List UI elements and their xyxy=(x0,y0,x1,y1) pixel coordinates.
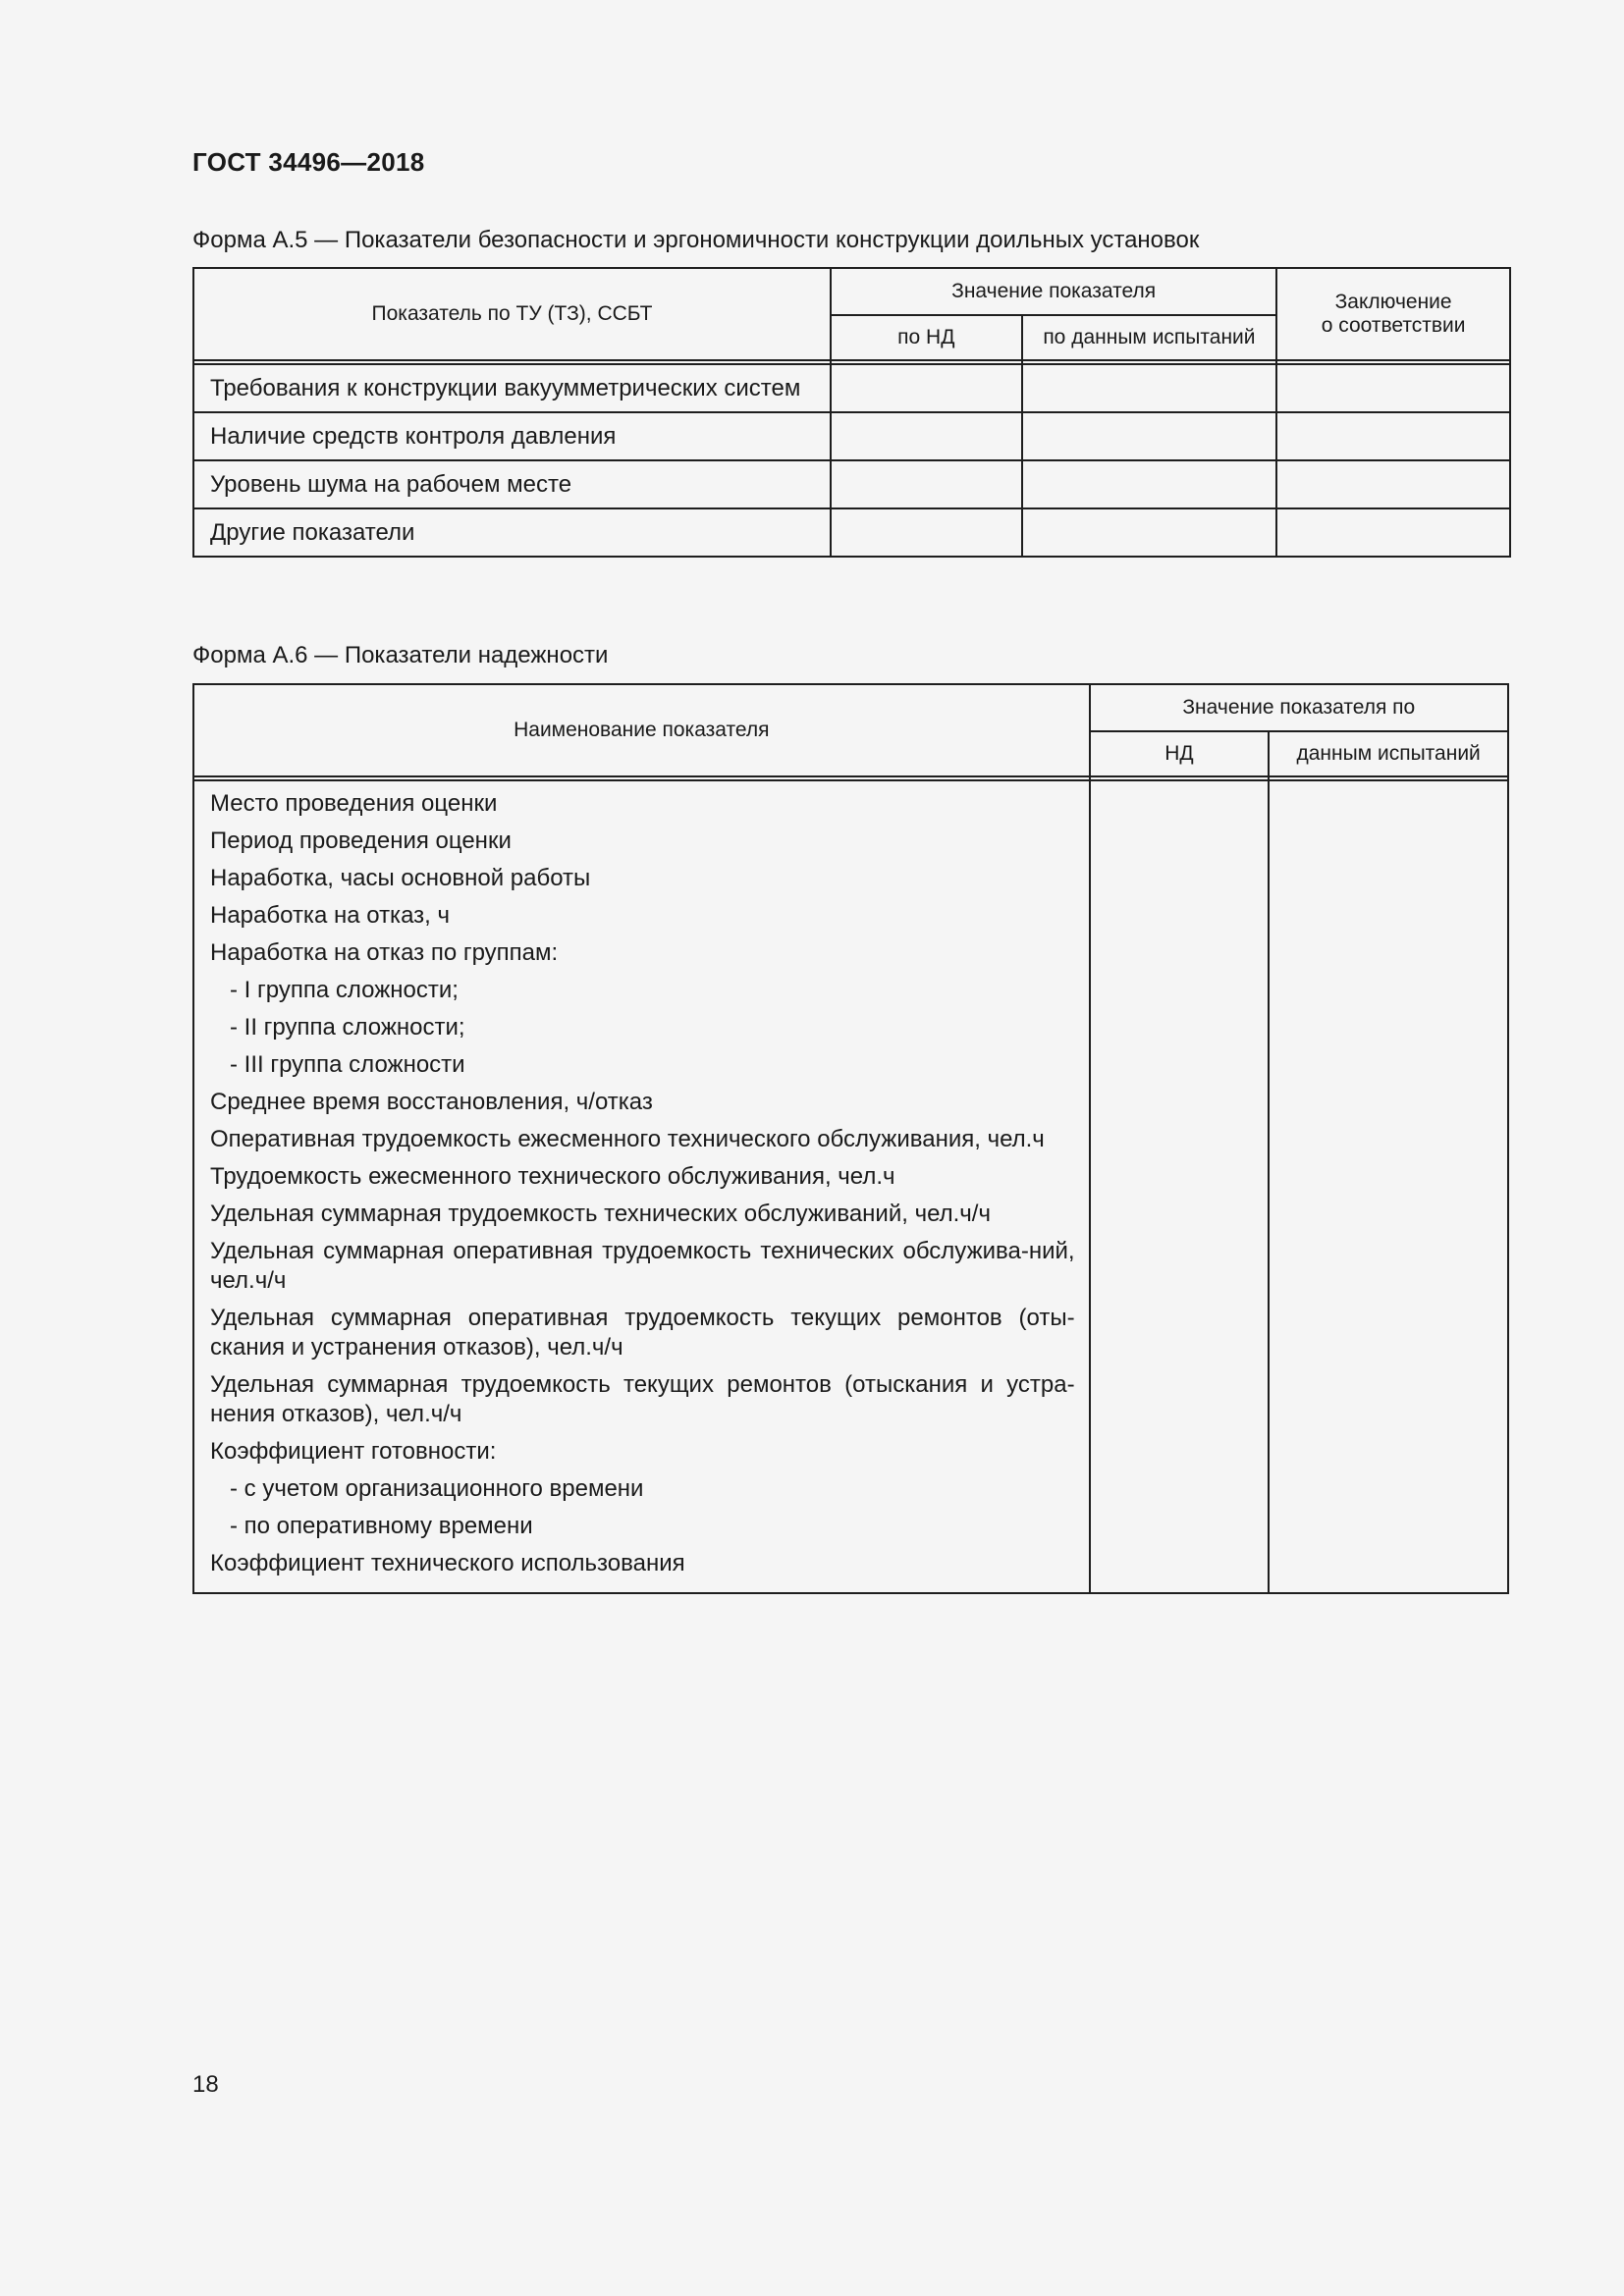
page-number: 18 xyxy=(192,2071,219,2098)
list-item: Трудоемкость ежесменного технического обслуживания, чел.ч xyxy=(210,1163,895,1190)
a5-row-label: Требования к конструкции вакуумметрических систем xyxy=(193,364,831,412)
a5-header-nd: по НД xyxy=(831,315,1022,360)
a6-header-value-group: Значение показателя по xyxy=(1090,684,1508,731)
a5-header-indicator: Показатель по ТУ (ТЗ), ССБТ xyxy=(193,268,831,360)
a5-cell-test xyxy=(1022,412,1277,460)
a6-header-test: данным испытаний xyxy=(1269,731,1508,776)
document-code: ГОСТ 34496—2018 xyxy=(192,147,425,177)
form-a5-table xyxy=(192,267,1511,558)
a6-indicator-list xyxy=(193,780,1090,1593)
a5-cell-nd xyxy=(831,508,1022,557)
a5-cell-conclusion xyxy=(1276,364,1510,412)
a5-cell-conclusion xyxy=(1276,412,1510,460)
list-item: Оперативная трудоемкость ежесменного технического обслуживания, чел.ч xyxy=(210,1126,1045,1152)
table-row xyxy=(193,412,1510,460)
table-row xyxy=(193,508,1510,557)
list-item: Период проведения оценки xyxy=(210,828,512,854)
list-item: Наработка, часы основной работы xyxy=(210,865,591,891)
a5-cell-conclusion xyxy=(1276,460,1510,508)
list-item: Удельная суммарная оперативная трудоемкость текущих ремонтов (оты-скания и устранения отказов), чел.ч/ч xyxy=(210,1305,1075,1361)
a5-header-conclusion xyxy=(1276,268,1510,360)
list-item: Удельная суммарная оперативная трудоемкость технических обслужива-ний, чел.ч/ч xyxy=(210,1238,1075,1294)
list-item: - II группа сложности; xyxy=(230,1014,465,1041)
form-a6-table xyxy=(192,683,1509,1594)
a5-row-label: Уровень шума на рабочем месте xyxy=(193,460,831,508)
table-row xyxy=(193,460,1510,508)
a5-header-test: по данным испытаний xyxy=(1022,315,1277,360)
a5-row-label: Другие показатели xyxy=(193,508,831,557)
a5-cell-test xyxy=(1022,460,1277,508)
list-item: - по оперативному времени xyxy=(230,1513,533,1539)
list-item: Место проведения оценки xyxy=(210,790,498,817)
list-item: - с учетом организационного времени xyxy=(230,1475,644,1502)
a5-cell-nd xyxy=(831,412,1022,460)
a5-cell-conclusion xyxy=(1276,508,1510,557)
a6-header-name: Наименование показателя xyxy=(193,684,1090,776)
list-item: Удельная суммарная трудоемкость технических обслуживаний, чел.ч/ч xyxy=(210,1201,991,1227)
a5-cell-test xyxy=(1022,364,1277,412)
table-row xyxy=(193,364,1510,412)
a6-cell-test xyxy=(1269,780,1508,1593)
a5-header-conclusion-line2: о соответствии xyxy=(1321,314,1466,337)
a5-header-value-group: Значение показателя xyxy=(831,268,1276,315)
form-a6-caption: Форма А.6 — Показатели надежности xyxy=(192,642,609,668)
list-item: Коэффициент технического использования xyxy=(210,1550,685,1576)
a5-header-conclusion-line1: Заключение xyxy=(1334,291,1452,313)
list-item: Наработка на отказ по группам: xyxy=(210,939,559,966)
list-item: Коэффициент готовности: xyxy=(210,1438,497,1465)
list-item: Среднее время восстановления, ч/отказ xyxy=(210,1089,653,1115)
list-item: Наработка на отказ, ч xyxy=(210,902,451,929)
list-item: - III группа сложности xyxy=(230,1051,465,1078)
list-item: - I группа сложности; xyxy=(230,977,459,1003)
a5-cell-nd xyxy=(831,364,1022,412)
form-a5-caption: Форма А.5 — Показатели безопасности и эргономичности конструкции доильных установок xyxy=(192,227,1200,253)
list-item: Удельная суммарная трудоемкость текущих ремонтов (отыскания и устра-нения отказов), чел.ч/ч xyxy=(210,1371,1075,1427)
a5-row-label: Наличие средств контроля давления xyxy=(193,412,831,460)
a6-header-nd: НД xyxy=(1090,731,1270,776)
a5-cell-nd xyxy=(831,460,1022,508)
a6-cell-nd xyxy=(1090,780,1270,1593)
a5-cell-test xyxy=(1022,508,1277,557)
